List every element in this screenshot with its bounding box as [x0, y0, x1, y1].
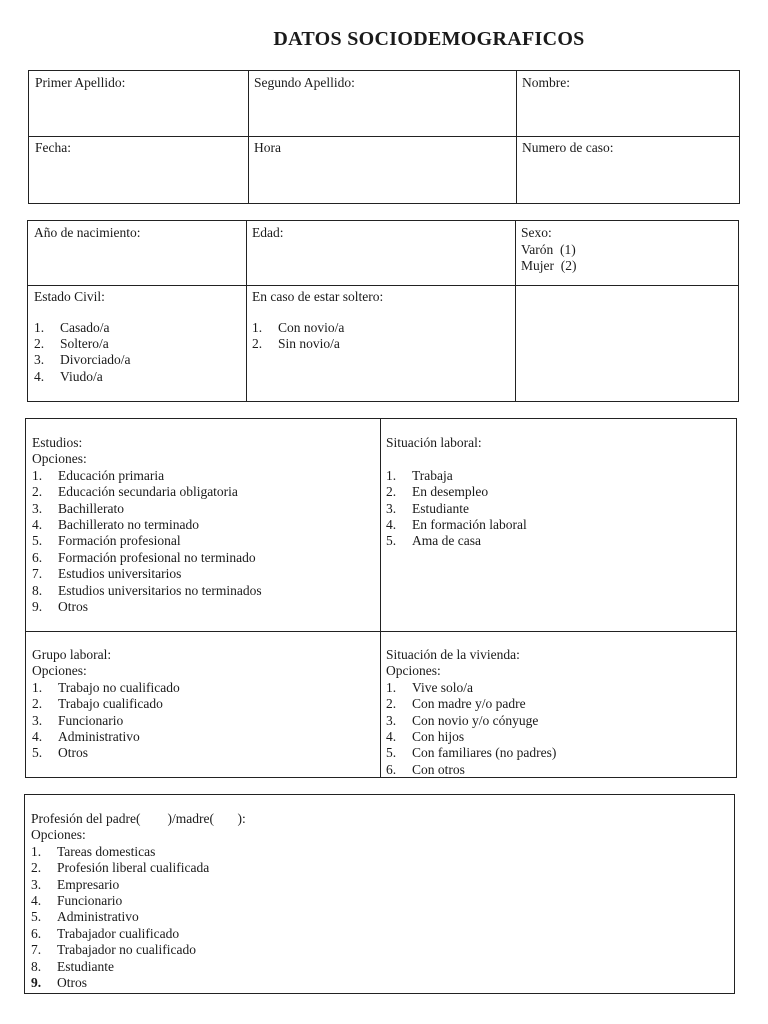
list-item[interactable]: 3. Bachillerato: [32, 500, 124, 516]
parent-profession-box: [24, 794, 735, 994]
hora-field[interactable]: [248, 136, 516, 203]
estado-civil-field: [28, 285, 246, 401]
education-work-box: [25, 418, 737, 778]
list-item[interactable]: 4. Bachillerato no terminado: [32, 517, 199, 533]
list-item[interactable]: 6. Trabajador cualificado: [31, 925, 180, 941]
list-item[interactable]: 1. Vive solo/a: [386, 679, 474, 695]
empty-cell: [515, 285, 738, 401]
sexo-label: Sexo:: [521, 225, 552, 240]
list-item[interactable]: 8. Estudios universitarios no terminados: [32, 582, 262, 598]
list-item[interactable]: 2. Sin novio/a: [252, 335, 340, 351]
nombre-field[interactable]: [516, 71, 739, 136]
form-title: DATOS SOCIODEMOGRAFICOS: [273, 28, 585, 50]
edad-label: Edad:: [252, 225, 284, 240]
situacion-laboral-label: Situación laboral:: [386, 435, 482, 450]
list-item[interactable]: 1. Trabajo no cualificado: [32, 679, 180, 695]
sexo-option[interactable]: Mujer (2): [521, 258, 577, 273]
list-item[interactable]: 6. Formación profesional no terminado: [32, 549, 256, 565]
list-item[interactable]: 4. Viudo/a: [34, 368, 103, 384]
list-item[interactable]: 7. Trabajador no cualificado: [31, 942, 196, 958]
numero-caso-label: Numero de caso:: [522, 140, 614, 155]
list-item[interactable]: 5. Con familiares (no padres): [386, 745, 557, 761]
sexo-field[interactable]: [515, 221, 738, 285]
anio-nacimiento-label: Año de nacimiento:: [34, 225, 141, 240]
opciones-label: Opciones:: [32, 451, 87, 467]
list-item[interactable]: 2. Trabajo cualificado: [32, 696, 163, 712]
list-item[interactable]: 1. Tareas domesticas: [31, 843, 156, 859]
list-item[interactable]: 1. Casado/a: [34, 319, 110, 335]
identity-box: [28, 70, 740, 204]
list-item[interactable]: 5. Formación profesional: [32, 533, 181, 549]
fecha-label: Fecha:: [35, 140, 71, 155]
personal-box: [27, 220, 739, 402]
list-item[interactable]: 4. En formación laboral: [386, 517, 527, 533]
list-item[interactable]: 9. Otros: [31, 975, 87, 991]
grupo-laboral-field: [26, 643, 380, 777]
list-item[interactable]: 1. Trabaja: [386, 467, 453, 483]
estudios-label: Estudios:: [32, 435, 83, 450]
primer-apellido-field[interactable]: [29, 71, 248, 136]
list-item[interactable]: 3. Estudiante: [386, 500, 469, 516]
list-item[interactable]: 5. Administrativo: [31, 909, 139, 925]
soltero-label: En caso de estar soltero:: [252, 289, 384, 304]
opciones-label: Opciones:: [32, 663, 87, 679]
grupo-laboral-label: Grupo laboral:: [32, 647, 112, 662]
list-item[interactable]: 3. Empresario: [31, 876, 120, 892]
primer-apellido-label: Primer Apellido:: [35, 75, 126, 90]
profesion-label: Profesión del padre( )/madre( ):: [31, 811, 246, 826]
segundo-apellido-field[interactable]: [248, 71, 516, 136]
list-item[interactable]: 2. Con madre y/o padre: [386, 696, 526, 712]
list-item[interactable]: 4. Funcionario: [31, 893, 123, 909]
estudios-field: [26, 431, 380, 631]
list-item[interactable]: 6. Con otros: [386, 761, 465, 777]
list-item[interactable]: 9. Otros: [32, 599, 88, 615]
list-item[interactable]: 1. Educación primaria: [32, 467, 165, 483]
list-item[interactable]: 5. Ama de casa: [386, 533, 481, 549]
list-item[interactable]: 3. Con novio y/o cónyuge: [386, 712, 539, 728]
list-item[interactable]: 2. En desempleo: [386, 484, 489, 500]
fecha-field[interactable]: [29, 136, 248, 203]
list-item[interactable]: 4. Administrativo: [32, 729, 140, 745]
opciones-label: Opciones:: [386, 663, 441, 679]
estado-civil-label: Estado Civil:: [34, 289, 105, 304]
nombre-label: Nombre:: [522, 75, 570, 90]
list-item[interactable]: 5. Otros: [32, 745, 88, 761]
vivienda-label: Situación de la vivienda:: [386, 647, 520, 662]
soltero-field: [246, 285, 515, 401]
anio-nacimiento-field[interactable]: [28, 221, 246, 285]
list-item[interactable]: 2. Soltero/a: [34, 335, 109, 351]
situacion-laboral-field: [380, 431, 736, 631]
vivienda-field: [380, 643, 736, 777]
list-item[interactable]: 3. Funcionario: [32, 712, 124, 728]
numero-caso-field[interactable]: [516, 136, 739, 203]
segundo-apellido-label: Segundo Apellido:: [254, 75, 355, 90]
list-item[interactable]: 2. Educación secundaria obligatoria: [32, 484, 238, 500]
opciones-label: Opciones:: [31, 827, 86, 843]
list-item[interactable]: 1. Con novio/a: [252, 319, 345, 335]
edad-field[interactable]: [246, 221, 515, 285]
list-item[interactable]: 3. Divorciado/a: [34, 352, 131, 368]
list-item[interactable]: 7. Estudios universitarios: [32, 566, 182, 582]
profesion-field: [25, 807, 734, 993]
hora-label: Hora: [254, 140, 281, 155]
list-item[interactable]: 8. Estudiante: [31, 958, 114, 974]
list-item[interactable]: 4. Con hijos: [386, 729, 465, 745]
list-item[interactable]: 2. Profesión liberal cualificada: [31, 860, 210, 876]
sexo-option[interactable]: Varón (1): [521, 241, 576, 257]
